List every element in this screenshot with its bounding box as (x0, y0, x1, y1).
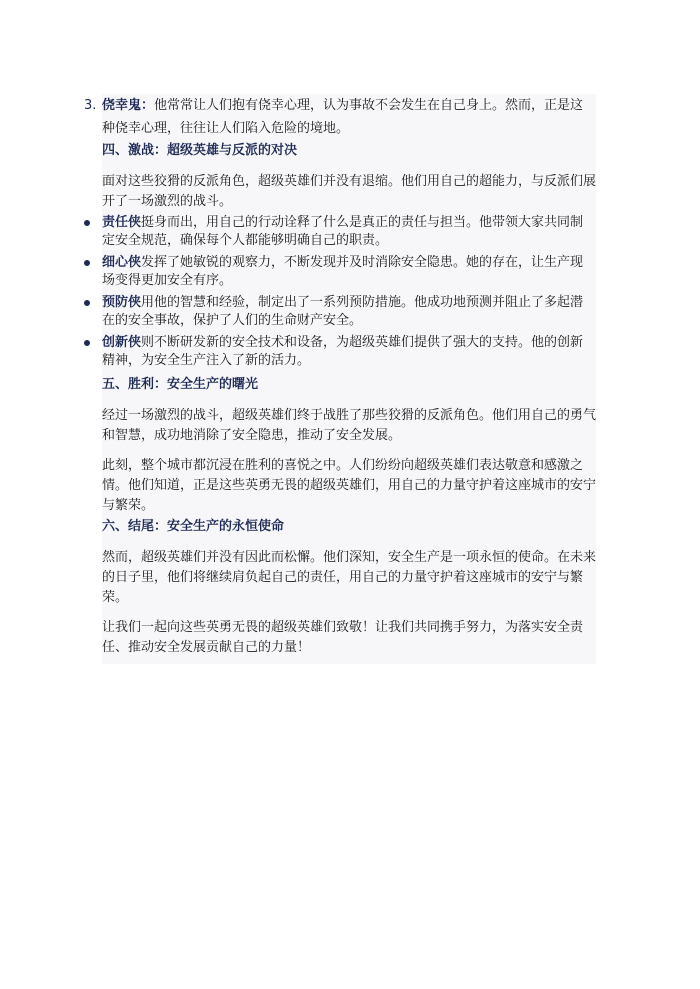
document-body (84, 94, 597, 664)
item-text: 他常常让人们抱有侥幸心理，认为事故不会发生在自己身上。然而，正是这种侥幸心理，往往让人们陷入危险的境地。 (102, 98, 584, 136)
hero-list (102, 214, 596, 370)
hero-desc: 挺身而出，用自己的行动诠释了什么是真正的责任与担当。他带领大家共同制定安全规范，确保每个人都能够明确自己的职责。 (102, 215, 584, 248)
section-heading-5: 五、胜利：安全生产的曙光 (102, 377, 259, 392)
bullet-icon (84, 260, 90, 266)
section-5-para-2: 此刻，整个城市都沉浸在胜利的喜悦之中。人们纷纷向超级英雄们表达敬意和感激之情。他们知道，正是这些英勇无畏的超级英雄们，用自己的力量守护着这座城市的安宁与繁荣。 (102, 458, 597, 513)
section-heading-4: 四、激战：超级英雄与反派的对决 (102, 143, 298, 158)
list-item (102, 254, 596, 290)
list-item (102, 334, 596, 370)
section-heading-6: 六、结尾：安全生产的永恒使命 (102, 519, 285, 534)
list-item-3 (84, 94, 596, 140)
bullet-icon (84, 220, 90, 226)
section-4-intro: 面对这些狡猾的反派角色，超级英雄们并没有退缩。他们用自己的超能力，与反派们展开了一场激烈的战斗。 (102, 174, 597, 209)
list-item (102, 214, 596, 250)
bullet-icon (84, 340, 90, 346)
item-colon: ： (141, 98, 155, 113)
item-term: 侥幸鬼 (102, 98, 142, 113)
hero-name: 责任侠 (102, 215, 142, 230)
section-5-para-1: 经过一场激烈的战斗，超级英雄们终于战胜了那些狡猾的反派角色。他们用自己的勇气和智慧，成功地消除了安全隐患，推动了安全发展。 (102, 408, 597, 443)
hero-name: 细心侠 (102, 255, 142, 270)
hero-desc: 发挥了她敏锐的观察力，不断发现并及时消除安全隐患。她的存在，让生产现场变得更加安全有序。 (102, 255, 584, 288)
bullet-icon (84, 300, 90, 306)
hero-desc: 用他的智慧和经验，制定出了一系列预防措施。他成功地预测并阻止了多起潜在的安全事故，保护了人们的生命财产安全。 (102, 295, 584, 328)
section-6-para-1: 然而，超级英雄们并没有因此而松懈。他们深知，安全生产是一项永恒的使命。在未来的日子里，他们将继续肩负起自己的责任，用自己的力量守护着这座城市的安宁与繁荣。 (102, 550, 597, 605)
hero-desc: 则不断研发新的安全技术和设备，为超级英雄们提供了强大的支持。他的创新精神，为安全生产注入了新的活力。 (102, 335, 584, 368)
hero-name: 预防侠 (102, 295, 142, 310)
hero-name: 创新侠 (102, 335, 142, 350)
section-6-para-2: 让我们一起向这些英勇无畏的超级英雄们致敬！让我们共同携手努力，为落实安全责任、推动安全发展贡献自己的力量！ (102, 620, 584, 655)
list-item (102, 294, 596, 330)
list-number: 3. (84, 98, 97, 113)
